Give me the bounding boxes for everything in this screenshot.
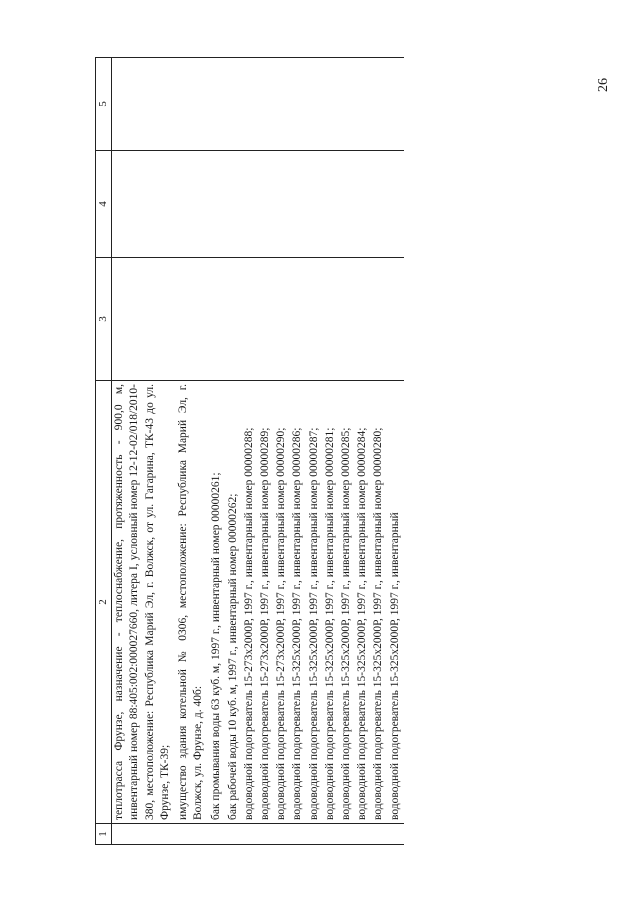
rotated-page <box>95 93 595 845</box>
list-item: водоводной подогреватель 15-325х2000Р, 1997 г., инвентарный номер 00000285; <box>340 427 353 820</box>
table-row <box>112 58 404 845</box>
page-number: 26 <box>596 78 611 92</box>
cell-col-2 <box>112 381 404 824</box>
cell-col-4 <box>112 151 404 258</box>
cell-col-5 <box>112 58 404 151</box>
list-item: бак рабочей воды 10 куб. м, 1997 г., инвентарный номер 00000262; <box>226 493 239 820</box>
list-item: водоводной подогреватель 15-325х2000Р, 1997 г., инвентарный <box>388 512 401 820</box>
entry-boiler-property: имущество здания котельной № 0306, местоположение: Республика Марий Эл, г. Волжск, ул. Фрунзе, д. 40б: <box>177 384 205 820</box>
list-item: водоводной подогреватель 15-325х2000Р, 1997 г., инвентарный номер 00000286; <box>291 427 304 820</box>
list-item: бак промывания воды 63 куб. м, 1997 г., инвентарный номер 00000261; <box>210 472 223 820</box>
entry-heat-main: теплотрасса Фрунзе, назначение - теплоснабжение, протяженность - 900,0 м, инвентарный номер 88:405:002:000027660, литера I, условный номер 12-12-02/018/2010-380, местоположение: Республика Марий Эл, г. Волжск, от ул. Гагарина, ТК-43 до ул. Фрунзе, ТК-39; <box>113 384 171 820</box>
header-col-3: 3 <box>96 258 112 381</box>
list-item: водоводной подогреватель 15-325х2000Р, 1997 г., инвентарный номер 00000280; <box>372 427 385 820</box>
list-item: водоводной подогреватель 15-273х2000Р, 1997 г., инвентарный номер 00000288; <box>242 427 255 820</box>
header-col-1: 1 <box>96 824 112 845</box>
property-table <box>95 57 404 845</box>
table-header-row <box>96 58 112 845</box>
header-col-5: 5 <box>96 58 112 151</box>
list-item: водоводной подогреватель 15-273х2000Р, 1997 г., инвентарный номер 00000290; <box>275 427 288 820</box>
list-item: водоводной подогреватель 15-325х2000Р, 1997 г., инвентарный номер 00000284; <box>356 427 369 820</box>
cell-col-1 <box>112 824 404 845</box>
list-item: водоводной подогреватель 15-325х2000Р, 1997 г., инвентарный номер 00000287; <box>307 427 320 820</box>
list-item: водоводной подогреватель 15-273х2000Р, 1997 г., инвентарный номер 00000289; <box>259 427 272 820</box>
list-item: водоводной подогреватель 15-325х2000Р, 1997 г., инвентарный номер 00000281; <box>323 427 336 820</box>
header-col-2: 2 <box>96 381 112 824</box>
header-col-4: 4 <box>96 151 112 258</box>
cell-col-3 <box>112 258 404 381</box>
